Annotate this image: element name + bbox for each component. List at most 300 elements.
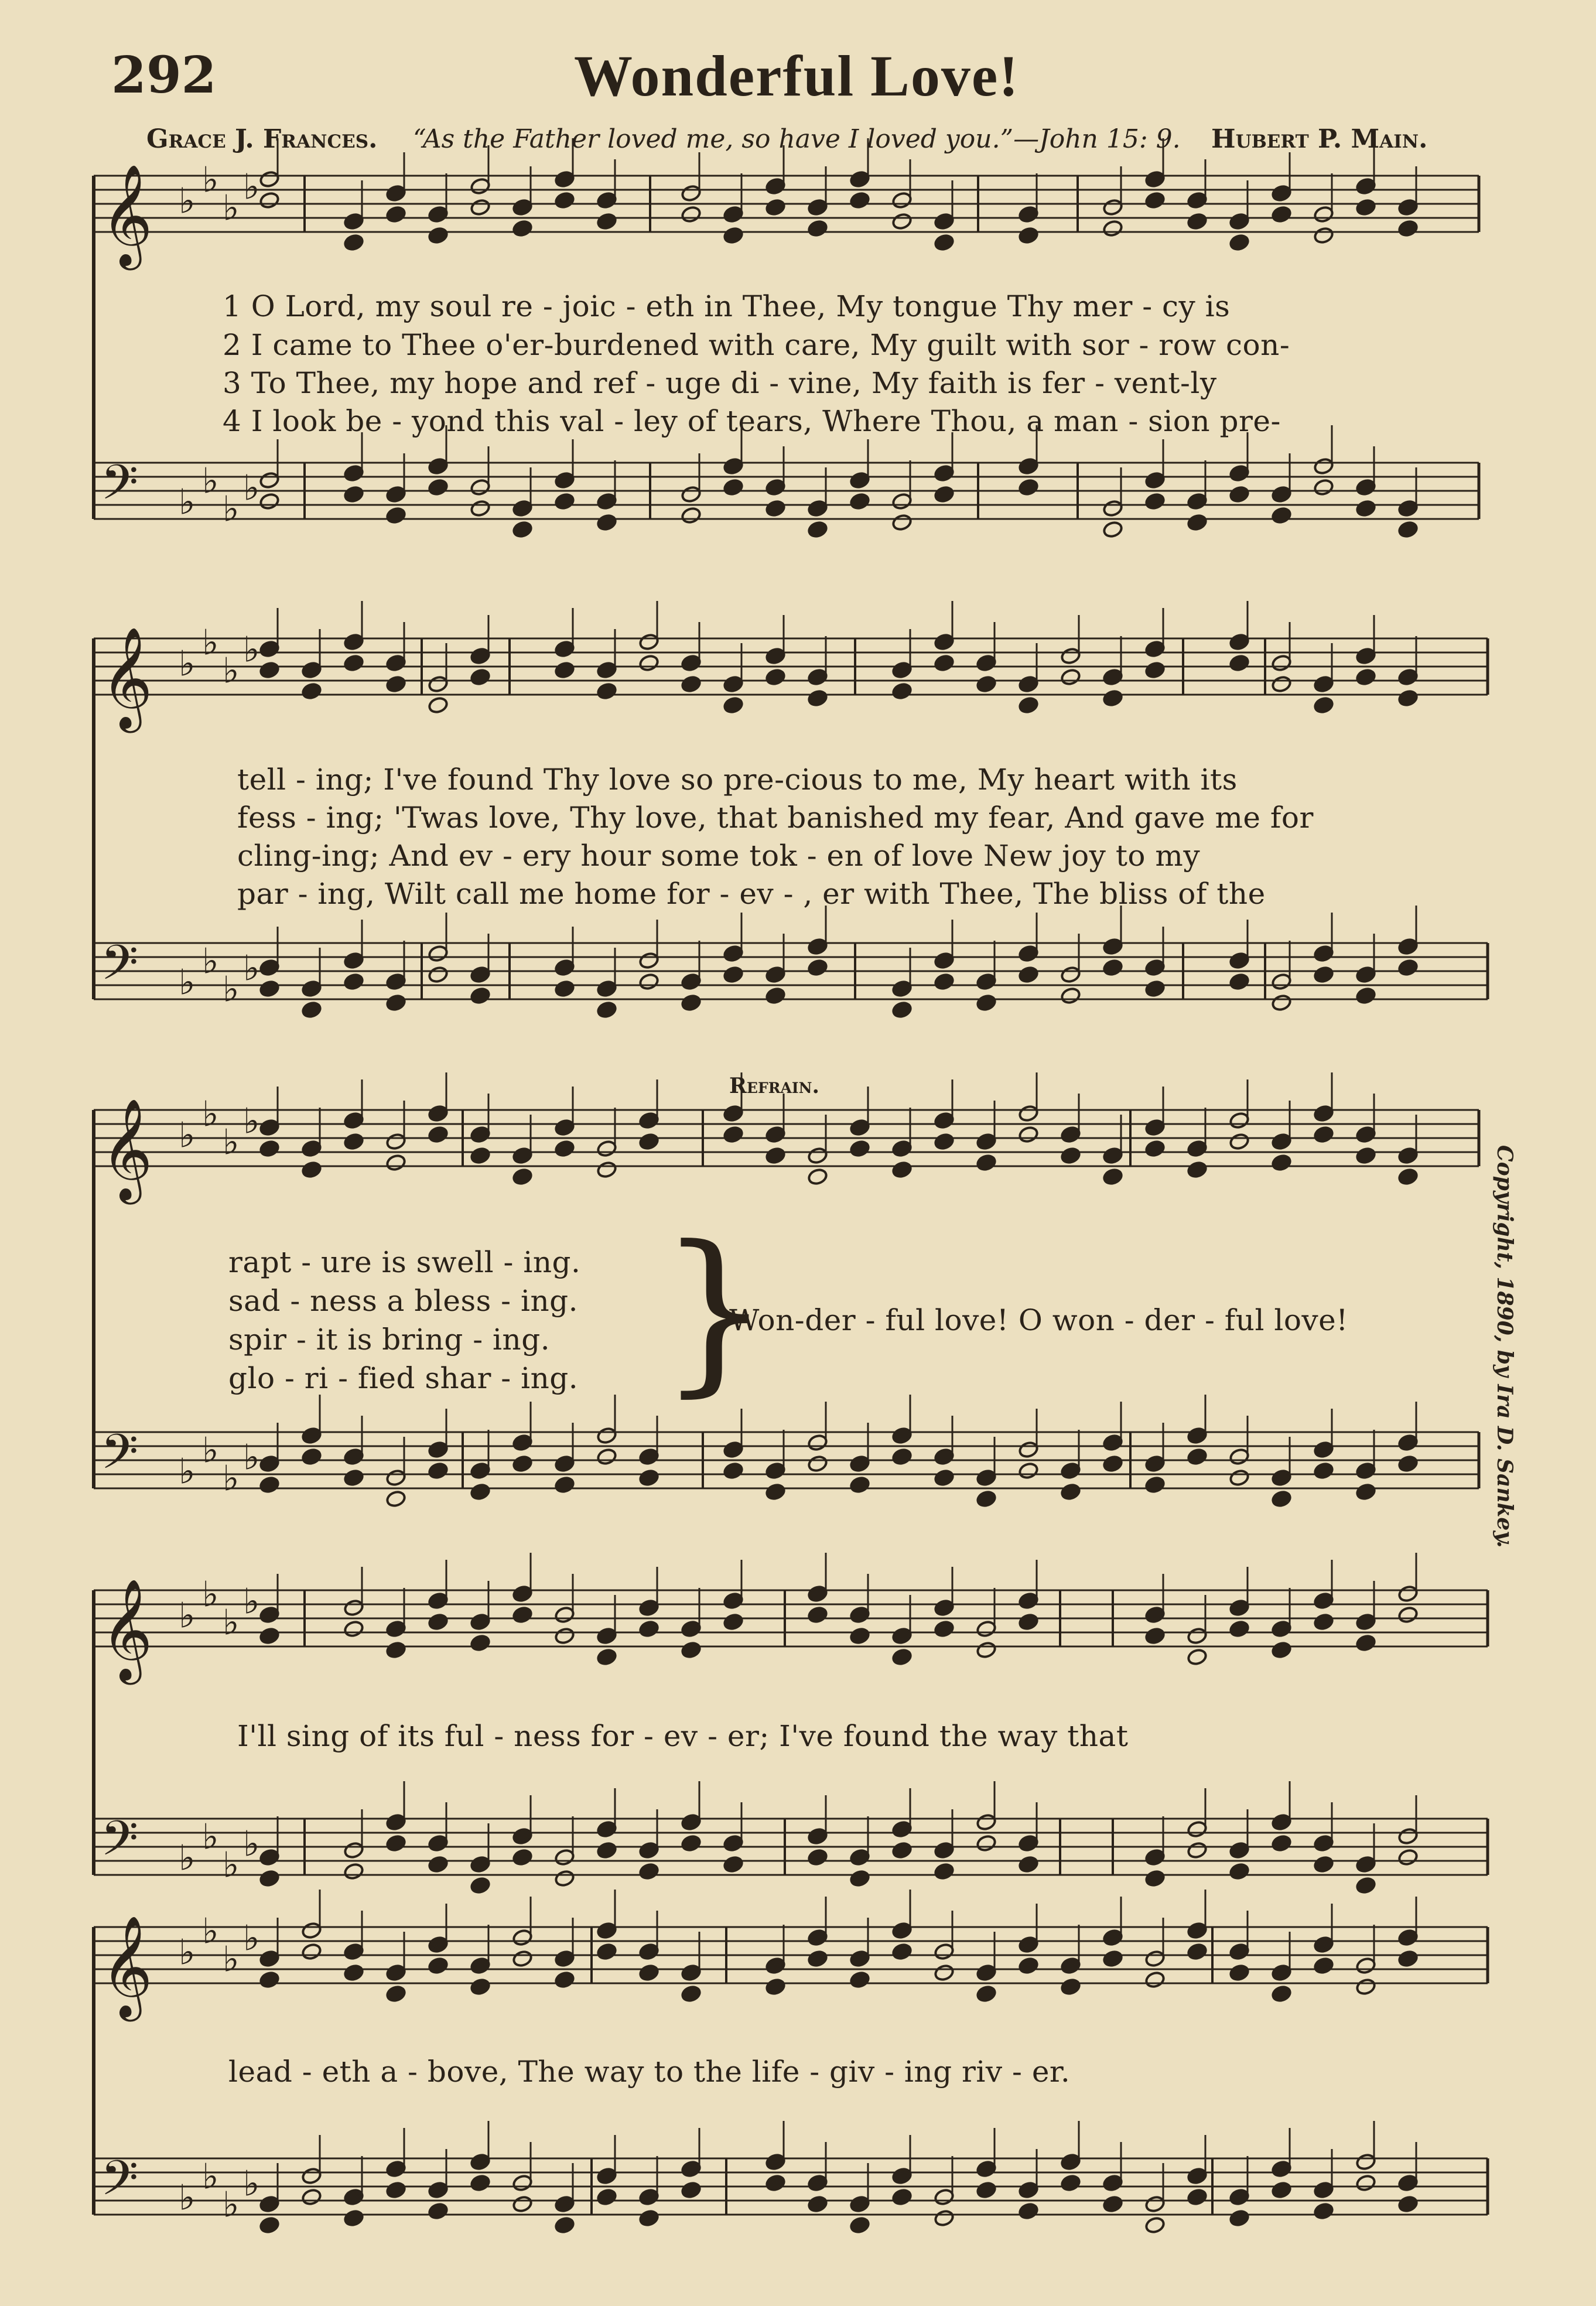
note-head [934, 234, 955, 252]
note-head [343, 1133, 364, 1151]
note-head [259, 661, 280, 679]
note-head [891, 1161, 913, 1179]
note-head [1144, 1627, 1166, 1645]
note-head [1313, 479, 1334, 497]
scripture-epigraph: “As the Father loved me, so have I loved you.”—John 15: 9. [413, 124, 1181, 154]
note-head [849, 1476, 870, 1494]
note-head [385, 1154, 406, 1172]
note-head [849, 192, 870, 210]
note-head [1229, 1863, 1250, 1881]
note-head [976, 1154, 997, 1172]
note-head [470, 1978, 491, 1996]
note-head [385, 675, 406, 693]
note-head [723, 1613, 744, 1631]
note-head [807, 220, 828, 238]
note-head [1397, 1455, 1419, 1473]
note-head [1229, 654, 1250, 672]
note-head [807, 1455, 828, 1473]
note-head [259, 1971, 280, 1989]
flat-sign: ♭ [243, 166, 260, 208]
note-head [596, 1943, 617, 1961]
note-head [1144, 1870, 1166, 1888]
note-head [554, 1476, 575, 1494]
flat-sign: ♭ [243, 1581, 260, 1622]
flat-sign: ♭ [202, 1094, 219, 1135]
note-head [681, 994, 702, 1012]
flat-sign: ♭ [202, 460, 219, 502]
note-head [301, 1001, 322, 1019]
flat-sign: ♭ [223, 969, 240, 1010]
note-head [1187, 1448, 1208, 1466]
flat-sign: ♭ [223, 1844, 240, 1886]
note-head [976, 994, 997, 1012]
flat-sign: ♭ [202, 159, 219, 201]
note-head [470, 500, 491, 518]
note-head [343, 1469, 364, 1487]
note-head [1313, 1462, 1334, 1480]
note-head [1229, 973, 1250, 991]
note-head [385, 1641, 406, 1659]
note-head [849, 1140, 870, 1158]
note-head [681, 2181, 702, 2199]
note-head [385, 1834, 406, 1853]
note-head [554, 1627, 575, 1645]
note-head [470, 1147, 491, 1165]
hymn-number: 292 [111, 46, 217, 105]
flat-sign: ♭ [243, 948, 260, 989]
note-head [1271, 2181, 1292, 2199]
flat-sign: ♭ [202, 622, 219, 664]
note-head [470, 1877, 491, 1895]
flat-sign: ♭ [179, 1932, 196, 1973]
verse-4-line-2: par - ing, Wilt call me home for - ev - , er with Thee, The bliss of the [237, 877, 1266, 911]
note-head [1229, 1964, 1250, 1982]
note-head [807, 689, 828, 708]
note-head [1102, 1950, 1123, 1968]
note-head [1397, 2195, 1419, 2213]
note-head [1187, 514, 1208, 532]
note-head [1102, 1168, 1123, 1186]
note-head [891, 1842, 913, 1860]
treble-clef: 𝄞 [101, 627, 153, 729]
note-head [681, 1834, 702, 1853]
flat-sign: ♭ [223, 1122, 240, 1163]
bass-clef: 𝄢 [101, 1810, 139, 1878]
note-head [554, 2216, 575, 2235]
flat-sign: ♭ [223, 2184, 240, 2226]
note-head [385, 994, 406, 1012]
note-head [765, 668, 786, 686]
note-head [1271, 1641, 1292, 1659]
note-head [1102, 2195, 1123, 2213]
flat-sign: ♭ [243, 467, 260, 509]
note-head [385, 206, 406, 224]
bass-clef: 𝄢 [101, 454, 139, 522]
note-head [1355, 668, 1376, 686]
note-head [681, 1985, 702, 2003]
note-head [596, 1448, 617, 1466]
note-head [428, 1957, 449, 1975]
flat-sign: ♭ [179, 2177, 196, 2219]
note-head [1355, 987, 1376, 1005]
note-head [1060, 1483, 1081, 1501]
note-head [596, 682, 617, 701]
note-head [891, 1648, 913, 1666]
note-head [596, 1842, 617, 1860]
flat-sign: ♭ [179, 481, 196, 523]
note-head [1102, 521, 1123, 539]
note-head [512, 2195, 533, 2213]
note-head [681, 1641, 702, 1659]
note-head [301, 1943, 322, 1961]
refrain-line-2: I'll sing of its ful - ness for - ev - er; I've found the way that [237, 1719, 1129, 1753]
note-head [765, 987, 786, 1005]
note-head [301, 1161, 322, 1179]
note-head [849, 1870, 870, 1888]
note-head [554, 661, 575, 679]
verse-3-line-3: spir - it is bring - ing. [228, 1323, 551, 1357]
flat-sign: ♭ [223, 1458, 240, 1499]
flat-sign: ♭ [179, 1451, 196, 1492]
note-head [765, 500, 786, 518]
note-head [1144, 980, 1166, 998]
flat-sign: ♭ [223, 1939, 240, 1980]
flat-sign: ♭ [179, 962, 196, 1003]
note-head [765, 1147, 786, 1165]
note-head [1187, 1161, 1208, 1179]
flat-sign: ♭ [202, 1574, 219, 1615]
note-head [1397, 1849, 1419, 1867]
note-head [1271, 1154, 1292, 1172]
note-head [1313, 1126, 1334, 1144]
note-head [470, 987, 491, 1005]
treble-clef: 𝄞 [101, 1098, 153, 1200]
note-head [1313, 2202, 1334, 2220]
bass-clef: 𝄢 [101, 934, 139, 1003]
note-head [259, 493, 280, 511]
note-head [807, 1950, 828, 1968]
flat-sign: ♭ [243, 2163, 260, 2205]
note-head [1018, 1856, 1039, 1874]
note-head [1397, 1606, 1419, 1624]
note-head [1271, 206, 1292, 224]
note-head [723, 696, 744, 715]
note-head [1313, 1957, 1334, 1975]
note-head [1018, 479, 1039, 497]
note-head [1271, 1834, 1292, 1853]
note-head [428, 1126, 449, 1144]
note-head [1187, 213, 1208, 231]
flat-sign: ♭ [223, 488, 240, 530]
note-head [976, 1641, 997, 1659]
note-head [1397, 689, 1419, 708]
note-head [1060, 1978, 1081, 1996]
verse-1-line-3: rapt - ure is swell - ing. [228, 1245, 581, 1279]
note-head [638, 1133, 659, 1151]
note-head [723, 479, 744, 497]
note-head [638, 1964, 659, 1982]
note-head [1144, 493, 1166, 511]
note-head [849, 1971, 870, 1989]
note-head [1397, 220, 1419, 238]
note-head [554, 1870, 575, 1888]
note-head [638, 2209, 659, 2228]
note-head [1102, 1455, 1123, 1473]
note-head [554, 1140, 575, 1158]
note-head [1060, 1147, 1081, 1165]
note-head [259, 980, 280, 998]
note-head [512, 1168, 533, 1186]
note-head [934, 1964, 955, 1982]
note-head [1060, 2174, 1081, 2192]
note-head [681, 675, 702, 693]
refrain-line-1: Won-der - ful love! O won - der - ful love! [729, 1303, 1348, 1337]
note-head [343, 2209, 364, 2228]
note-head [1355, 1483, 1376, 1501]
verse-2-line-1: 2 I came to Thee o'er-burdened with care, My guilt with sor - row con- [223, 328, 1290, 362]
refrain-label: Refrain. [729, 1074, 819, 1098]
note-head [638, 1469, 659, 1487]
note-head [1018, 1613, 1039, 1631]
note-head [470, 668, 491, 686]
note-head [428, 966, 449, 984]
note-head [343, 973, 364, 991]
note-head [470, 1634, 491, 1652]
note-head [849, 1627, 870, 1645]
note-head [428, 1613, 449, 1631]
copyright-notice: Copyright, 1890, by Ira D. Sankey. [1492, 1145, 1517, 1548]
note-head [976, 1834, 997, 1853]
note-head [554, 192, 575, 210]
note-head [428, 479, 449, 497]
note-head [1102, 959, 1123, 977]
note-head [723, 1856, 744, 1874]
note-head [934, 973, 955, 991]
note-head [849, 493, 870, 511]
flat-sign: ♭ [243, 1918, 260, 1959]
note-head [891, 514, 913, 532]
note-head [1397, 1168, 1419, 1186]
note-head [723, 1126, 744, 1144]
note-head [1313, 227, 1334, 245]
note-head [512, 1950, 533, 1968]
note-head [891, 1001, 913, 1019]
note-head [891, 213, 913, 231]
note-head [554, 493, 575, 511]
note-head [259, 1870, 280, 1888]
note-head [1229, 1469, 1250, 1487]
note-head [596, 1648, 617, 1666]
note-head [596, 1001, 617, 1019]
note-head [1229, 1133, 1250, 1151]
note-head [1187, 2188, 1208, 2206]
flat-sign: ♭ [223, 187, 240, 229]
note-head [428, 2202, 449, 2220]
note-head [1397, 1950, 1419, 1968]
treble-clef: 𝄞 [101, 1915, 153, 2017]
note-head [638, 654, 659, 672]
note-head [301, 2188, 322, 2206]
note-head [1355, 2174, 1376, 2192]
note-head [1271, 507, 1292, 525]
composer-credit: Hubert P. Main. [1211, 124, 1428, 154]
note-head [638, 1620, 659, 1638]
note-head [596, 213, 617, 231]
note-head [554, 980, 575, 998]
flat-sign: ♭ [243, 1437, 260, 1478]
verse-3-line-1: 3 To Thee, my hope and ref - uge di - vine, My faith is fer - vent-ly [223, 366, 1217, 400]
note-head [596, 1161, 617, 1179]
note-head [259, 2216, 280, 2235]
note-head [1144, 1476, 1166, 1494]
verse-2-line-2: fess - ing; 'Twas love, Thy love, that banished my fear, And gave me for [237, 801, 1314, 835]
note-head [385, 1490, 406, 1508]
note-head [470, 199, 491, 217]
note-head [765, 1978, 786, 1996]
note-head [765, 199, 786, 217]
note-head [428, 696, 449, 715]
note-head [723, 1462, 744, 1480]
note-head [807, 1849, 828, 1867]
note-head [512, 521, 533, 539]
note-head [891, 1943, 913, 1961]
note-head [1102, 220, 1123, 238]
flat-sign: ♭ [179, 643, 196, 685]
note-head [1018, 1462, 1039, 1480]
note-head [1102, 689, 1123, 708]
note-head [976, 1490, 997, 1508]
verse-2-line-3: sad - ness a bless - ing. [228, 1284, 579, 1318]
note-head [934, 1863, 955, 1881]
note-head [385, 1985, 406, 2003]
note-head [1018, 966, 1039, 984]
note-head [638, 973, 659, 991]
note-head [259, 1140, 280, 1158]
note-head [807, 959, 828, 977]
note-head [512, 1849, 533, 1867]
note-head [934, 486, 955, 504]
note-head [934, 1469, 955, 1487]
note-head [259, 1476, 280, 1494]
note-head [1229, 486, 1250, 504]
note-head [1144, 192, 1166, 210]
note-head [1187, 1648, 1208, 1666]
note-head [1397, 959, 1419, 977]
flat-sign: ♭ [202, 1430, 219, 1471]
note-head [1355, 199, 1376, 217]
note-head [1144, 1971, 1166, 1989]
note-head [891, 1448, 913, 1466]
note-head [1355, 1877, 1376, 1895]
flat-sign: ♭ [243, 1823, 260, 1865]
note-head [554, 1971, 575, 1989]
note-head [976, 675, 997, 693]
note-head [1229, 2209, 1250, 2228]
note-head [512, 1455, 533, 1473]
note-head [934, 654, 955, 672]
note-head [1144, 1140, 1166, 1158]
note-head [934, 1620, 955, 1638]
note-head [343, 1620, 364, 1638]
verse-4-line-1: 4 I look be - yond this val - ley of tears, Where Thou, a man - sion pre- [223, 404, 1281, 438]
note-head [1187, 1943, 1208, 1961]
flat-sign: ♭ [179, 1115, 196, 1156]
flat-sign: ♭ [179, 1595, 196, 1637]
note-head [976, 1985, 997, 2003]
note-head [343, 654, 364, 672]
note-head [1313, 966, 1334, 984]
note-head [807, 2195, 828, 2213]
verse-1-line-2: tell - ing; I've found Thy love so pre-cious to me, My heart with its [237, 763, 1238, 797]
note-head [596, 514, 617, 532]
flat-sign: ♭ [243, 1101, 260, 1142]
note-head [891, 2188, 913, 2206]
note-head [385, 2181, 406, 2199]
refrain-line-3: lead - eth a - bove, The way to the life - giv - ing riv - er. [228, 2055, 1071, 2089]
flat-sign: ♭ [223, 1602, 240, 1644]
note-head [470, 1483, 491, 1501]
note-head [1313, 696, 1334, 715]
note-head [891, 682, 913, 701]
note-head [1060, 668, 1081, 686]
note-head [807, 1168, 828, 1186]
verse-brace: } [659, 1208, 771, 1413]
note-head [259, 192, 280, 210]
note-head [934, 2209, 955, 2228]
note-head [343, 1863, 364, 1881]
bass-clef: 𝄢 [101, 2150, 139, 2218]
note-head [723, 227, 744, 245]
note-head [976, 2181, 997, 2199]
note-head [428, 1856, 449, 1874]
note-head [1313, 1613, 1334, 1631]
note-head [1229, 1620, 1250, 1638]
verse-1-line-1: 1 O Lord, my soul re - joic - eth in Thee, My tongue Thy mer - cy is [223, 289, 1231, 323]
note-head [1271, 1985, 1292, 2003]
flat-sign: ♭ [202, 1816, 219, 1858]
note-head [512, 1606, 533, 1624]
lyricist-credit: Grace J. Frances. [146, 124, 378, 154]
note-head [1018, 2202, 1039, 2220]
note-head [1060, 987, 1081, 1005]
note-head [1144, 661, 1166, 679]
note-head [428, 1462, 449, 1480]
flat-sign: ♭ [223, 650, 240, 692]
note-head [301, 1448, 322, 1466]
hymn-title: Wonderful Love! [574, 43, 1020, 108]
note-head [1018, 1957, 1039, 1975]
note-head [1271, 675, 1292, 693]
note-head [807, 521, 828, 539]
verse-3-line-2: cling-ing; And ev - ery hour some tok - en of love New joy to my [237, 839, 1201, 873]
note-head [1018, 1126, 1039, 1144]
note-head [1271, 994, 1292, 1012]
note-head [259, 1627, 280, 1645]
note-head [1271, 1490, 1292, 1508]
note-head [1397, 521, 1419, 539]
note-head [1355, 1978, 1376, 1996]
flat-sign: ♭ [179, 1837, 196, 1879]
note-head [343, 1964, 364, 1982]
flat-sign: ♭ [202, 941, 219, 982]
note-head [1229, 234, 1250, 252]
note-head [1313, 1856, 1334, 1874]
flat-sign: ♭ [179, 180, 196, 222]
verse-4-line-3: glo - ri - fied shar - ing. [228, 1361, 579, 1395]
note-head [385, 507, 406, 525]
treble-clef: 𝄞 [101, 1579, 153, 1680]
note-head [934, 1133, 955, 1151]
